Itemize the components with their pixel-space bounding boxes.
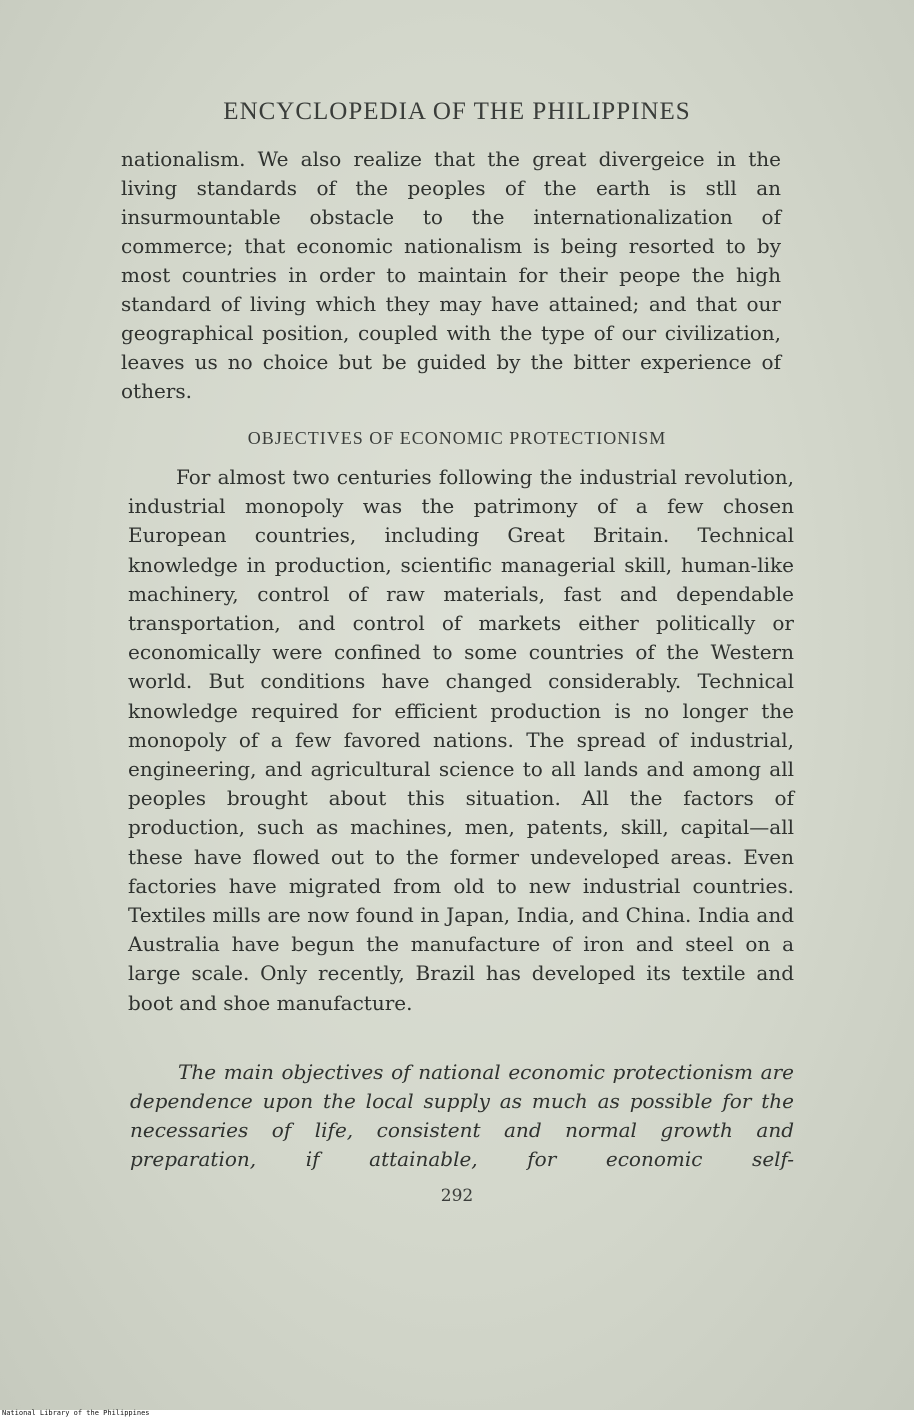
running-head: ENCYCLOPEDIA OF THE PHILIPPINES (223, 98, 691, 125)
paragraph-2: For almost two centuries following the industrial revolution, industrial monopoly was the patrimony of a few chosen European countries, including Great Britain. Technical knowledge in production, scientific managerial skill, human-like machinery, control of raw materials, fast and dependable transportation, and control of markets either politically or economically were confined to some countries of the Western world. But conditions have changed considerably. Technical knowledge required for efficient production is no longer the monopoly of a few favored nations. The spread of industrial, engineering, and agricultural science to all lands and among all peoples brought about this situation. All the factors of production, such as machines, men, patents, skill, capital—all these have flowed out to the former undeveloped areas. Even factories have migrated from old to new industrial countries. Textiles mills are now found in Japan, India, and China. India and Australia have begun the manufacture of iron and steel on a large scale. Only recently, Brazil has developed its textile and boot and shoe manufacture. (128, 465, 794, 1015)
section-title: OBJECTIVES OF ECONOMIC PROTECTIONISM (247, 428, 667, 448)
page-number: 292 (440, 1186, 474, 1206)
paragraph-3: The main objectives of national economic protectionism are dependence upon the local supply as much as possible for the necessaries of life, consistent and normal growth and preparation, if attainable, for economic self- (130, 1060, 794, 1171)
paragraph-1: nationalism. We also realize that the great divergeice in the living standards of the peoples of the earth is stll an insurmountable obstacle to the internationalization of commerce; that economic nationalism is being resorted to by most countries in order to maintain for their peope the high standard of living which they may have attained; and that our geographical position, coupled with the type of our civilization, leaves us no choice but be guided by the bitter experience of others. (121, 147, 781, 403)
library-credit: National Library of the Philippines (2, 1409, 150, 1417)
